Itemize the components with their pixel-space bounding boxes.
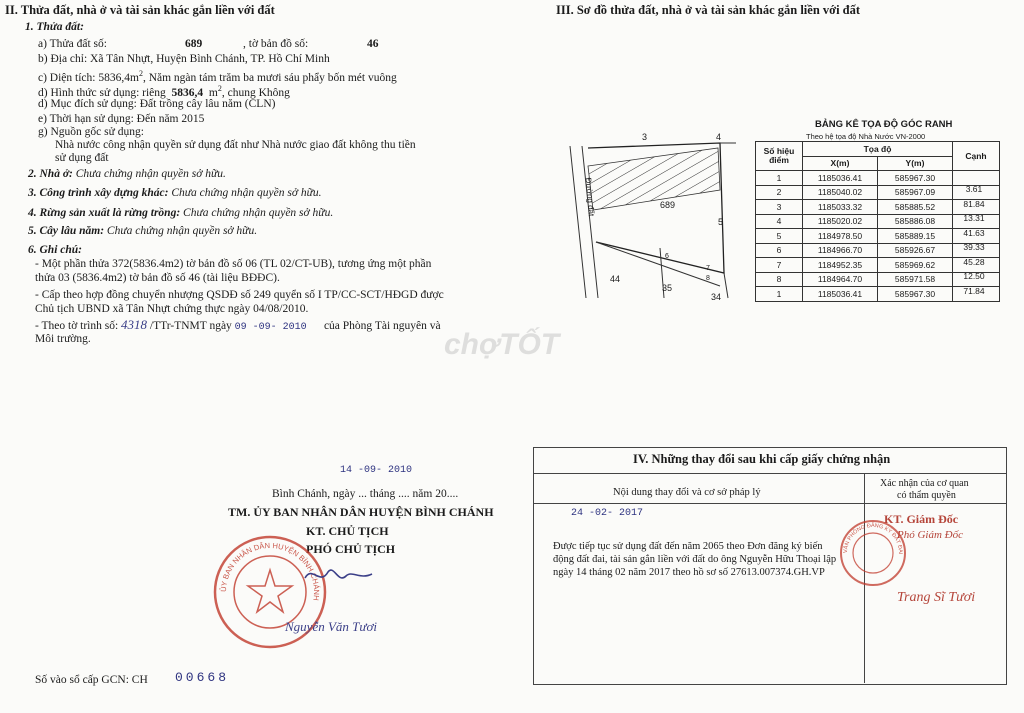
map-point-8: 8 <box>706 275 710 282</box>
map-point-7: 7 <box>706 265 710 272</box>
cell-point: 4 <box>756 214 803 229</box>
col-x: X(m) <box>803 156 878 171</box>
note-3-mid: /TTr-TNMT ngày <box>149 320 232 332</box>
s5-line <box>28 224 257 238</box>
change-text-1: Được tiếp tục sử dụng đất đến năm 2065 theo Đơn đăng ký biến <box>553 541 823 552</box>
registry-seal-text: VĂN PHÒNG ĐĂNG KÝ ĐẤT ĐAI <box>842 522 904 555</box>
note-3-pre: - Theo tờ trình số: <box>35 320 119 332</box>
cell-y: 585971.58 <box>878 272 953 287</box>
change-signer: Trang Sĩ Tươi <box>897 590 976 605</box>
coord-table-subtitle: Theo hệ tọa độ Nhà Nước VN-2000 <box>806 132 926 141</box>
s5-value: Chưa chứng nhận quyền sở hữu. <box>106 225 258 237</box>
col-point: Số hiệu điểm <box>756 142 803 171</box>
s2-value: Chưa chứng nhận quyền sở hữu. <box>75 168 226 180</box>
s4-title: 4. Rừng sản xuất là rừng trồng: <box>28 207 181 219</box>
signer-name: Nguyễn Văn Tươi <box>285 619 378 634</box>
cell-y: 585886.08 <box>878 214 953 229</box>
cell-x: 1185040.02 <box>803 185 878 200</box>
note-3-number: 4318 <box>121 317 148 332</box>
government-seal <box>210 532 330 652</box>
area-text: , Năm ngàn tám trăm ba mươi sáu phẩy bốn mét vuông <box>142 71 397 84</box>
s6-title: 6. Ghi chú: <box>28 244 82 256</box>
watermark-logo: chợTỐT <box>444 328 560 361</box>
cell-x: 1184952.35 <box>803 258 878 273</box>
cell-point: 8 <box>756 272 803 287</box>
change-kt-director: KT. Giám Đốc <box>884 512 959 526</box>
cell-x: 1185036.41 <box>803 287 878 302</box>
edge-6: 45.28 <box>963 256 985 267</box>
section-2-heading: II. Thửa đất, nhà ở và tài sản khác gắn liền với đất <box>5 3 275 17</box>
map-point-4: 4 <box>716 132 722 142</box>
cell-y: 585967.30 <box>878 287 953 302</box>
origin-label: g) Nguồn gốc sử dụng: <box>38 126 144 138</box>
note-3-post: của Phòng Tài nguyên và <box>323 320 441 332</box>
changes-col1-header: Nội dung thay đổi và cơ sở pháp lý <box>613 487 761 498</box>
edge-7: 12.50 <box>963 271 985 281</box>
s5-title: 5. Cây lâu năm: <box>28 225 105 237</box>
edge-3: 13.31 <box>963 213 985 223</box>
map-sheet-label: , tờ bản đồ số: <box>243 38 309 50</box>
parcel-label: a) Thửa đất số: <box>38 38 107 50</box>
note-1a: - Một phần thửa 372(5836.4m2) tờ bản đồ số 06 (TL 02/CT-UB), tương ứng một phần <box>35 258 432 270</box>
edge-1: 3.61 <box>965 184 983 194</box>
s4-line <box>28 206 333 220</box>
use-purpose: d) Mục đích sử dụng: Đất trồng cây lâu năm (CLN) <box>38 98 276 110</box>
use-form-rest: , chung Không <box>221 86 290 99</box>
cell-point: 5 <box>756 229 803 244</box>
changes-title: IV. Những thay đổi sau khi cấp giấy chứng nhận <box>633 452 891 466</box>
section-3-heading: III. Sơ đồ thửa đất, nhà ở và tài sản khác gắn liền với đất <box>556 3 861 17</box>
edge-2: 81.84 <box>963 198 985 209</box>
use-form-sup: 2 <box>217 84 222 93</box>
area-sup: 2 <box>138 69 143 78</box>
use-form-unit: m <box>208 86 218 99</box>
cell-point: 6 <box>756 243 803 258</box>
changes-col2-header-1: Xác nhận của cơ quan <box>880 478 969 489</box>
cell-point: 7 <box>756 258 803 273</box>
edge-8: 71.84 <box>963 285 985 296</box>
gcn-label: Số vào sổ cấp GCN: CH <box>35 674 148 686</box>
note-3a <box>35 318 441 335</box>
cell-point: 2 <box>756 185 803 200</box>
kt-chairman: KT. CHỦ TỊCH <box>306 524 389 538</box>
map-point-6: 6 <box>665 253 669 260</box>
place-date: Bình Chánh, ngày ... tháng .... năm 20.... <box>272 488 459 500</box>
edge-4: 41.63 <box>963 227 985 238</box>
coord-table-title: BẢNG KÊ TỌA ĐỘ GÓC RANH <box>815 119 953 130</box>
cell-x: 1184966.70 <box>803 243 878 258</box>
cell-point: 3 <box>756 200 803 215</box>
map-point-3: 3 <box>642 132 648 142</box>
parcel-number: 689 <box>185 38 203 50</box>
use-term: e) Thời hạn sử dụng: Đến năm 2015 <box>38 113 205 125</box>
note-2b: Chủ tịch UBND xã Tân Nhựt chứng thực ngày 04/08/2010. <box>35 303 309 315</box>
cell-x: 1184978.50 <box>803 229 878 244</box>
change-text-2: động đất đai, tài sản gắn liền với đất do ông Nguyễn Hữu Thoại lập <box>553 554 837 565</box>
map-neighbor-44: 44 <box>610 274 621 284</box>
map-sheet-number: 46 <box>367 38 379 50</box>
cell-y: 585926.67 <box>878 243 953 258</box>
change-vice-director: Phó Giám Đốc <box>897 529 963 541</box>
changes-header-divider <box>533 503 1007 504</box>
map-parcel-number: 689 <box>660 200 676 210</box>
s3-line <box>28 186 322 200</box>
s3-value: Chưa chứng nhận quyền sở hữu. <box>171 187 322 199</box>
gcn-number: 00668 <box>175 670 230 685</box>
origin-text-2: sử dụng đất <box>55 152 109 164</box>
edge-5: 39.33 <box>963 242 985 252</box>
vice-chairman: PHÓ CHỦ TỊCH <box>306 542 396 556</box>
area-label: c) Diện tích: 5836,4m <box>38 71 139 84</box>
change-text-3: ngày 14 tháng 02 năm 2017 theo hồ sơ số 27613.007374.GH.VP <box>553 567 825 578</box>
map-road-label: Đường đất <box>583 177 596 217</box>
col-edge: Cạnh <box>953 142 1000 171</box>
cell-y: 585969.62 <box>878 258 953 273</box>
s2-title: 2. Nhà ở: <box>28 168 73 180</box>
cell-y: 585889.15 <box>878 229 953 244</box>
use-form-label: d) Hình thức sử dụng: riêng <box>38 86 166 99</box>
change-date-stamp: 24 -02- 2017 <box>571 508 644 519</box>
note-2a: - Cấp theo hợp đồng chuyển nhượng QSDĐ số 249 quyển số I TP/CC-SCT/HĐGD được <box>35 289 444 301</box>
cell-x: 1185036.41 <box>803 171 878 186</box>
issue-date-stamp: 14 -09- 2010 <box>340 465 413 476</box>
note-3-date: 09 -09- 2010 <box>234 322 307 333</box>
cell-point: 1 <box>756 171 803 186</box>
s1-title: 1. Thửa đất: <box>25 21 84 33</box>
svg-text:VĂN PHÒNG ĐĂNG KÝ ĐẤT ĐAI <box>842 522 903 555</box>
map-neighbor-34: 34 <box>711 292 722 302</box>
cell-y: 585967.30 <box>878 171 953 186</box>
cell-x: 1185033.32 <box>803 200 878 215</box>
col-y: Y(m) <box>878 156 953 171</box>
note-1b: thửa 03 (5836.4m2) tờ bản đồ số 46 (tài liệu BĐĐC). <box>35 272 280 284</box>
registry-seal <box>838 518 908 588</box>
use-form-value: 5836,4 <box>171 86 204 99</box>
seal-text: ỦY BAN NHÂN DÂN HUYỆN BÌNH CHÁNH <box>218 540 322 602</box>
cell-point: 1 <box>756 287 803 302</box>
origin-text-1: Nhà nước công nhận quyền sử dụng đất như Nhà nước giao đất không thu tiền <box>55 139 416 151</box>
cell-x: 1185020.02 <box>803 214 878 229</box>
issuing-org: TM. ỦY BAN NHÂN DÂN HUYỆN BÌNH CHÁNH <box>228 505 494 519</box>
map-neighbor-35: 35 <box>662 283 673 293</box>
cell-x: 1184964.70 <box>803 272 878 287</box>
col-coord: Tọa độ <box>803 142 953 157</box>
cell-y: 585967.09 <box>878 185 953 200</box>
map-neighbor-5: 5 <box>718 217 724 227</box>
cell-y: 585885.52 <box>878 200 953 215</box>
changes-col2-header-2: có thẩm quyền <box>897 490 956 501</box>
s4-value: Chưa chứng nhận quyền sở hữu. <box>183 207 334 219</box>
s3-title: 3. Công trình xây dựng khác: <box>28 187 169 199</box>
signature-mark <box>300 560 380 590</box>
edge-lengths <box>957 182 991 298</box>
address: b) Địa chỉ: Xã Tân Nhựt, Huyện Bình Chánh, TP. Hồ Chí Minh <box>38 53 330 65</box>
note-3b: Môi trường. <box>35 333 91 345</box>
s2-line <box>28 167 226 181</box>
